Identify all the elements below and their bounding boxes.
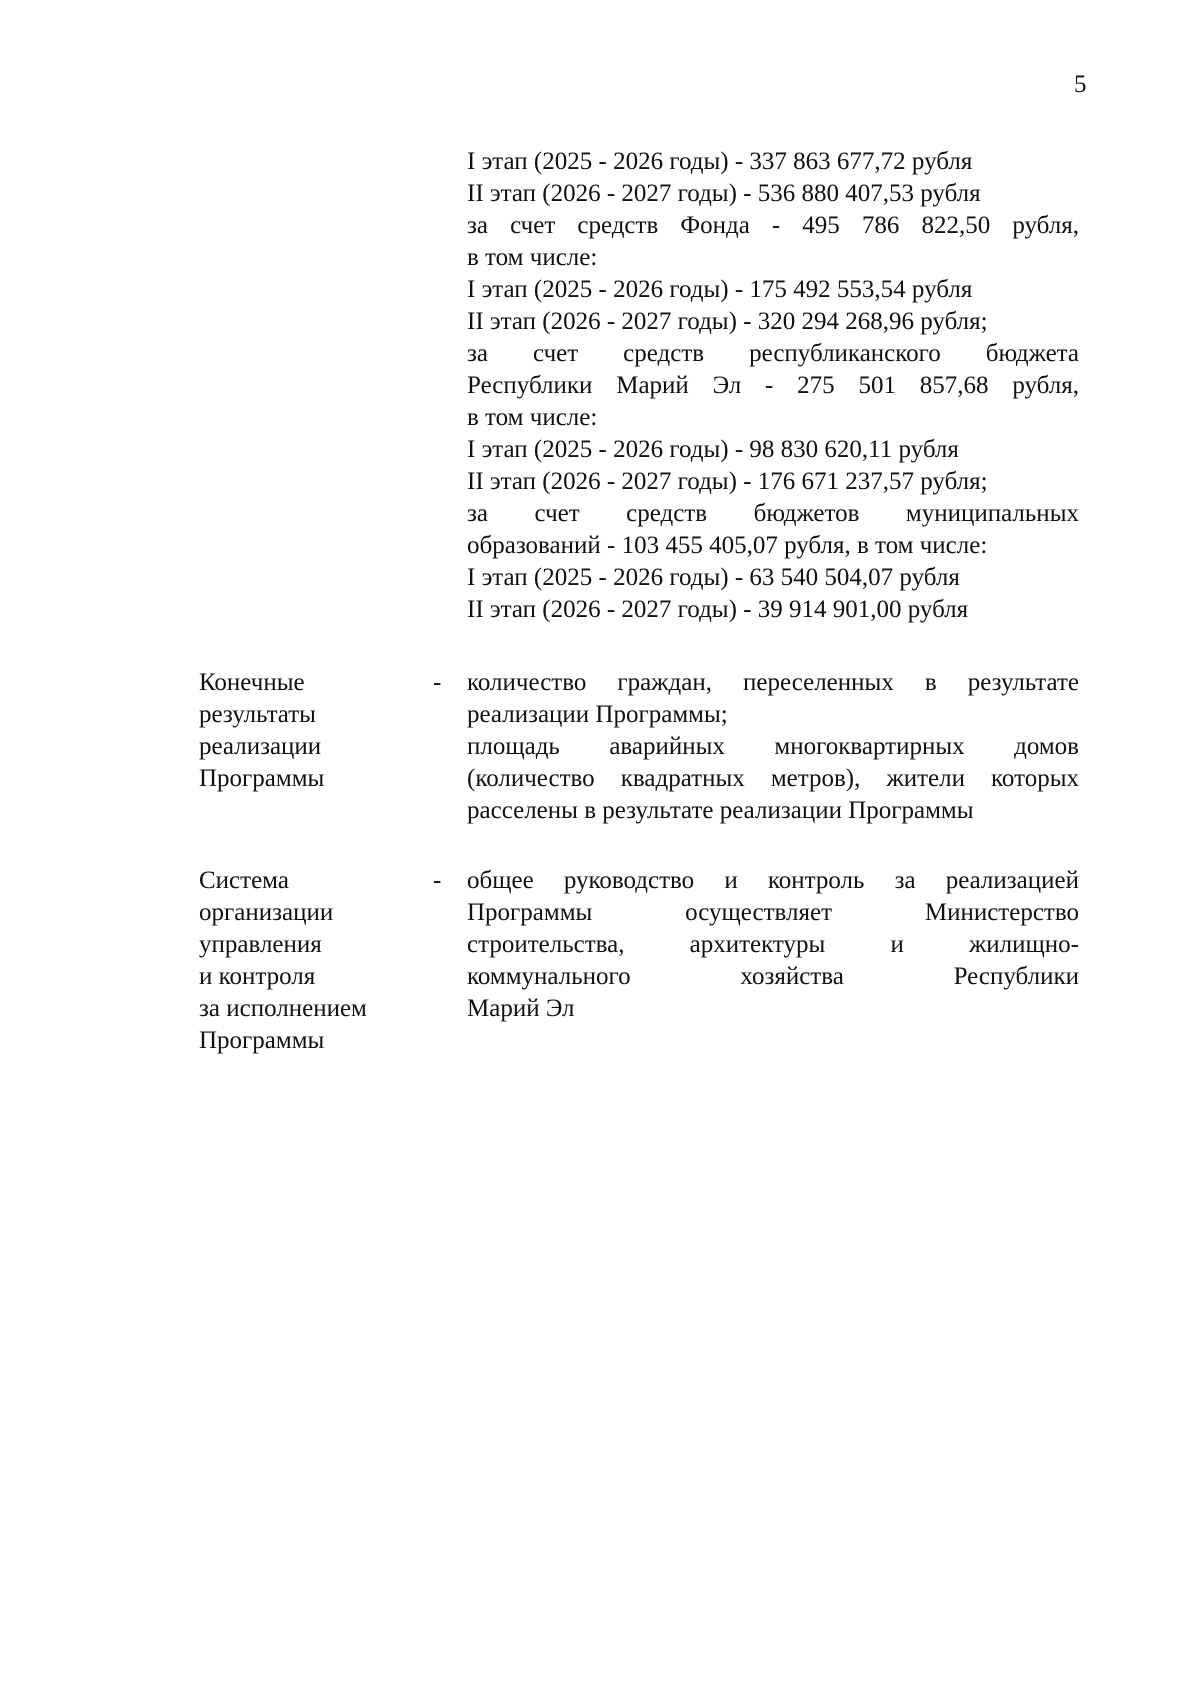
section-label-line: за исполнением [199,995,367,1022]
section-value-line: Программы осуществляет Министерство [467,899,1079,926]
funding-line: II этап (2026 - 2027 годы) - 39 914 901,00 рубля [467,596,969,623]
section-value-line: количество граждан, переселенных в результате [467,669,1079,696]
section-dash: - [433,867,442,894]
section-label-line: управления [199,931,322,958]
funding-line: I этап (2025 - 2026 годы) - 63 540 504,07 рубля [467,564,960,591]
page-number: 5 [1074,71,1087,98]
section-label-line: реализации [199,733,322,760]
section-value-line: площадь аварийных многоквартирных домов [467,733,1079,760]
funding-line: в том числе: [467,404,598,431]
section-value-line: строительства, архитектуры и жилищно- [467,931,1079,958]
section-value-line: общее руководство и контроль за реализацией [467,867,1079,894]
funding-line: за счет средств республиканского бюджета [467,340,1079,367]
section-label-line: Система [199,867,289,894]
funding-line: в том числе: [467,244,598,271]
funding-line: I этап (2025 - 2026 годы) - 98 830 620,11 рубля [467,436,959,463]
funding-line: за счет средств Фонда - 495 786 822,50 рубля, [467,212,1079,239]
section-value-line: коммунального хозяйства Республики [467,963,1079,990]
section-dash: - [433,669,442,696]
section-label-line: Конечные [199,669,305,696]
section-label-line: организации [199,899,334,926]
funding-line: Республики Марий Эл - 275 501 857,68 рубля, [467,372,1079,399]
section-label-line: Программы [199,765,325,792]
section-value-line: (количество квадратных метров), жители которых [467,765,1079,792]
section-label-line: результаты [199,701,316,728]
funding-line: за счет средств бюджетов муниципальных [467,500,1079,527]
funding-line: II этап (2026 - 2027 годы) - 536 880 407,53 рубля [467,180,981,207]
section-value-line: реализации Программы; [467,701,728,728]
section-label-line: и контроля [199,963,316,990]
section-value-line: расселены в результате реализации Программы [467,797,974,824]
section-value-line: Марий Эл [467,995,575,1022]
funding-line: II этап (2026 - 2027 годы) - 176 671 237,57 рубля; [467,468,988,495]
section-label-line: Программы [199,1027,325,1054]
funding-line: I этап (2025 - 2026 годы) - 337 863 677,72 рубля [467,148,973,175]
funding-line: I этап (2025 - 2026 годы) - 175 492 553,54 рубля [467,276,973,303]
funding-line: образований - 103 455 405,07 рубля, в том числе: [467,532,988,559]
funding-line: II этап (2026 - 2027 годы) - 320 294 268,96 рубля; [467,308,988,335]
